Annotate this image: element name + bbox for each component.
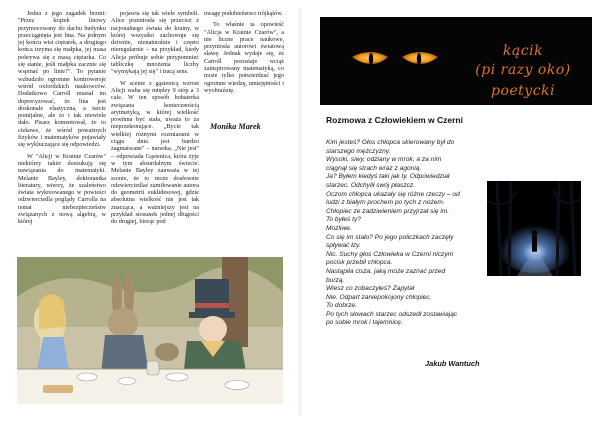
poem-line: starzec. Odchylił swój płaszcz.	[326, 181, 416, 189]
poem-line: starszego mężczyzny.	[326, 147, 391, 155]
poem-line: burzą.	[326, 276, 345, 284]
banner-title-line: (pi razy oko)	[475, 62, 571, 78]
right-page	[302, 0, 600, 424]
figure-in-dark-forest-photo	[487, 181, 581, 276]
poem-line: Kim jesteś? Głos chłopca skierowany był do	[326, 139, 455, 146]
article-paragraph: W "Alicji w Krainie Czarów" niektórzy także doszukują się nawiązania do matematyki. Melanie Bayley, doktorantka literatury, wierzy, że szaleństwo świata wykreowanego w powieści odzwierciedla poglądy Carrolla na temat niebezpieczeństw związanych z nową algebrą, w której	[18, 152, 106, 226]
poem-line: spływać łzy.	[326, 242, 361, 250]
poem-line: Chłopiec ze zadziwieniem przyjrzał się im.	[326, 207, 450, 215]
poem-line: Ja? Byłem kiedyś taki jak ty. Odpowiedział	[326, 173, 450, 181]
poem-line: po sobie mrok i tajemnicę.	[326, 319, 403, 327]
poem-line: Oczom chłopca ukazały się różne rzeczy – od	[326, 190, 460, 198]
article-paragraph: Jedna z jego zagadek brzmi: "Przez krążek linowy przymocowany do dachu budynku przeciągnięta jest lina. Na jednym jej końcu wisi ciężarek, a drugiego końca trzyma się małpka, jej masa pokrywa się z masą ciężarka. Co się stanie, jeśli małpka zacznie się wspinać po linie?". To pytanie wzbudziło ogromne kontrowersje wśród oxfordzkich naukowców. Dodatkowo Carroll musiał im doprecyzować, że lina jest doskonale elastyczna, a tarcie pomijalne, ale to i tak niewiele dało. Pisarz komentował, że to ciekawe, że wśród poważnych fizyków i matematyków pojawiały się wykluczające się odpowiedzi.	[18, 10, 106, 149]
poem-line: pocisk przebił chłopca.	[326, 259, 393, 267]
poem-line: Nie. Odpart zaniepokojony chłopiec.	[326, 293, 432, 301]
article-author: Monika Marek	[210, 122, 261, 131]
article-paragraph: pojawia się tak wiele symboli. Alice przeniosła się przecież z racjonalnego świata do krainy, w której wszystko zachowuje się dziwnie, nienaturalnie i często nieregularnie – na przykład, kiedy Alicja próbuje sobie przypomnieć tabliczkę mnożenia liczby "wymykają jej się" i tracą sens.	[111, 10, 199, 76]
glowing-eyes-icon	[320, 17, 470, 105]
banner-title-line: poetycki	[490, 83, 555, 99]
article-column-1	[18, 10, 106, 230]
poem-line: Wysoki, siwy, odziany w mrok, a za nim	[326, 156, 442, 164]
poetry-corner-banner	[320, 17, 592, 105]
article-paragraph: W scenie z gąsienicą wzrost Alicji waha się między 9 stóp a 3 cale. W ten sposób bohaterka związana koniecznością arytmetyką, w której wielkość powinna być stała, uważa to za nieprzekonujące. „Bycie tak wielkiej różnymi rozmiarami w ciągu dnia jest bardzo zagmatwane" – narzeka. „Nie jest" – odpowiada Gąsienica, która żyje w tym absurdalnym świecie. Melanie Bayley zauważa w tej scenie, że to może dosłownie odzwierciedlać zamiłowanie autora do geometrii euklidesowej, gdzie absolutna wielkość nie jest tak znacząca, a ważniejszy jest na przykład stosunek jednej długości do drugiej, biorąc pod	[111, 79, 199, 226]
poem-title: Rozmowa z Człowiekiem w Czerni	[326, 115, 463, 125]
article-paragraph: uwagę podobieństwo trójkątów.	[204, 10, 283, 17]
poem-line: To byłeś ty?	[326, 216, 361, 224]
poem-author: Jakub Wantuch	[425, 359, 480, 368]
article-paragraph: To właśnie ta opowieść "Alicja w Krainie Czarów", a nie liczne prace naukowe, przyniosła autorowi światową sławę. Jednak wydaje się, że Carroll pozostaje wciąż zainspirowany matematyką, co może tylko potwierdzać jego ogromne wiedzę, umiejętności i wyobraźnię.	[204, 21, 284, 94]
banner-title-line: kącik	[502, 43, 544, 59]
poem-line: Nic. Suchy głos Człowieka w Czerni niczym	[326, 250, 454, 258]
left-page	[0, 0, 298, 424]
poem-line: Nastąpiła cisza, jaką może zaznać przed	[326, 267, 446, 275]
poem-line: Co się im stało? Po jego policzkach zaczęły	[326, 233, 454, 241]
article-column-2	[111, 10, 199, 230]
poem-line: Możliwe.	[326, 224, 352, 232]
poem-line: ciągnął się strach wraz z agonią.	[326, 164, 422, 172]
poem-line: Po tych słowach starzec odszedł zostawiając	[326, 310, 458, 318]
poem-line: To dobrze.	[326, 302, 357, 310]
poem-line: Wiesz co zobaczyłeś? Zapytał	[326, 285, 415, 293]
poem-line: ludzi z białym prochem po tych z nożem.	[326, 199, 445, 207]
mad-tea-party-illustration	[17, 257, 283, 404]
article-column-3	[204, 10, 284, 98]
